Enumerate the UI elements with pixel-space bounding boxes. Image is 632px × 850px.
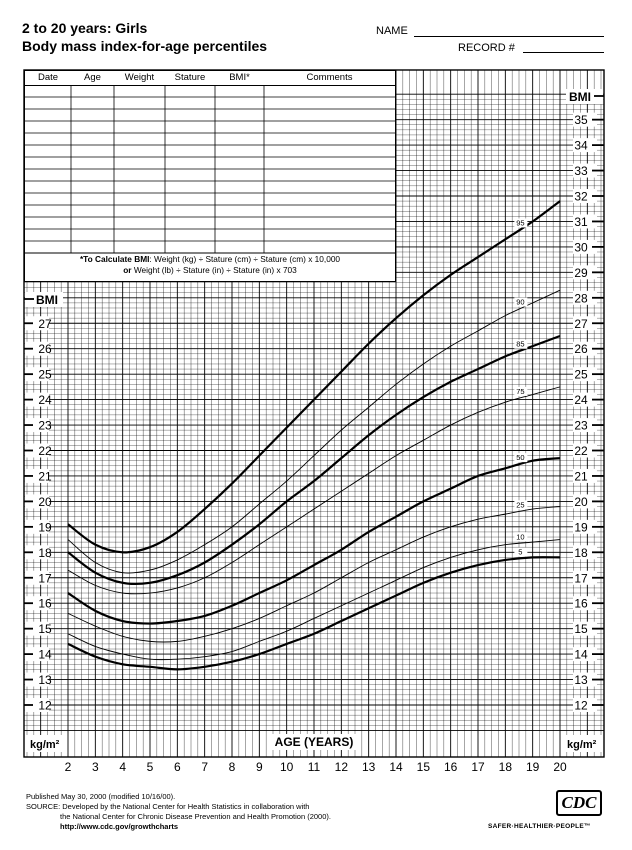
- y-tick-label-left: 24: [38, 393, 52, 408]
- percentile-label-50: 50: [516, 453, 525, 463]
- formula-label: *To Calculate BMI: [79, 254, 150, 264]
- y-tick-label-right: 17: [574, 571, 588, 586]
- y-tick-label-right: 34: [574, 138, 588, 153]
- percentile-label-90: 90: [516, 297, 525, 307]
- y-tick-label-right: 25: [574, 367, 588, 382]
- x-tick-label: 9: [255, 760, 263, 774]
- unit-label-right: kg/m²: [567, 739, 597, 751]
- x-tick-label: 8: [228, 760, 236, 774]
- y-tick-label-left: 16: [38, 596, 52, 611]
- y-tick-label-left: 12: [38, 698, 52, 713]
- y-tick-label-left: 14: [38, 647, 52, 662]
- cdc-tagline: SAFER·HEALTHIER·PEOPLE™: [488, 823, 591, 830]
- x-tick-label: 19: [525, 760, 540, 774]
- percentile-label-85: 85: [516, 339, 525, 349]
- y-tick-label-right: 33: [574, 164, 588, 179]
- column-header: Stature: [174, 72, 206, 83]
- chart-title-line1: 2 to 20 years: Girls: [22, 20, 148, 36]
- x-axis-label: AGE (YEARS): [274, 735, 354, 749]
- y-tick-label-right: 19: [574, 520, 588, 535]
- y-tick-label-right: 18: [574, 545, 588, 560]
- record-table-header: [25, 71, 395, 86]
- y-tick-label-left: 13: [38, 673, 52, 688]
- percentile-label-10: 10: [516, 532, 525, 542]
- x-tick-label: 3: [91, 760, 99, 774]
- y-tick-label-right: 27: [574, 316, 588, 331]
- name-label: NAME: [376, 25, 408, 37]
- record-label: RECORD #: [458, 42, 515, 54]
- footer-notes: [26, 792, 331, 832]
- percentile-label-25: 25: [516, 500, 525, 510]
- x-tick-label: 10: [279, 760, 294, 774]
- y-tick-label-right: 20: [574, 494, 588, 509]
- x-tick-label: 20: [553, 760, 567, 774]
- x-tick-label: 17: [471, 760, 485, 774]
- formula-or: or: [123, 265, 132, 275]
- y-tick-label-left: 27: [38, 316, 52, 331]
- chart-title-line2: Body mass index-for-age percentiles: [22, 38, 268, 54]
- y-tick-label-left: 18: [38, 545, 52, 560]
- source-line-2: the National Center for Chronic Disease Prevention and Health Promotion (2000).: [60, 812, 331, 821]
- column-header: Age: [84, 72, 101, 83]
- x-tick-label: 16: [443, 760, 458, 774]
- publish-date: Published May 30, 2000 (modified 10/16/00).: [26, 792, 176, 801]
- y-tick-label-right: 24: [574, 393, 588, 408]
- column-header: Weight: [124, 72, 155, 83]
- formula-text-alt: Weight (lb) ÷ Stature (in) ÷ Stature (in) x 703: [131, 265, 297, 275]
- y-axis-label-left: BMI: [36, 293, 58, 307]
- y-tick-label-left: 22: [38, 444, 52, 458]
- y-tick-label-right: 29: [574, 265, 588, 280]
- x-tick-label: 4: [119, 760, 127, 774]
- y-tick-label-right: 16: [574, 596, 588, 611]
- column-header: Date: [37, 72, 59, 83]
- percentile-label-95: 95: [516, 218, 525, 228]
- y-tick-label-left: 19: [38, 520, 52, 535]
- y-axis-label-right: BMI: [569, 90, 591, 104]
- y-tick-label-left: 17: [38, 571, 52, 586]
- y-tick-label-right: 15: [574, 622, 588, 637]
- formula-text: : Weight (kg) ÷ Stature (cm) ÷ Stature (cm) x 10,000: [149, 254, 341, 264]
- x-tick-label: 5: [146, 760, 154, 774]
- y-tick-label-left: 21: [38, 469, 52, 484]
- y-tick-label-left: 25: [38, 367, 52, 382]
- x-tick-label: 2: [64, 760, 72, 774]
- column-header: BMI*: [229, 72, 250, 83]
- cdc-logo: CDC: [556, 790, 602, 816]
- source-url[interactable]: http://www.cdc.gov/growthcharts: [60, 822, 179, 831]
- y-tick-label-right: 14: [574, 647, 588, 662]
- record-table: [24, 70, 396, 282]
- y-tick-label-right: 35: [574, 113, 588, 128]
- x-tick-label: 13: [361, 760, 376, 774]
- source-line: SOURCE: Developed by the National Center for Health Statistics in collaboration with: [26, 802, 310, 811]
- y-tick-label-left: 20: [38, 494, 52, 509]
- y-tick-label-right: 21: [574, 469, 588, 484]
- y-tick-label-right: 26: [574, 342, 588, 357]
- x-tick-label: 7: [201, 760, 209, 774]
- y-tick-label-right: 13: [574, 673, 588, 688]
- y-tick-label-right: 31: [574, 214, 588, 229]
- x-tick-label: 6: [173, 760, 181, 774]
- x-tick-label: 14: [389, 760, 403, 774]
- x-tick-label: 12: [334, 760, 349, 774]
- y-tick-label-right: 32: [574, 189, 588, 204]
- y-tick-label-left: 15: [38, 622, 52, 637]
- x-tick-label: 11: [307, 760, 321, 774]
- y-tick-label-right: 28: [574, 291, 588, 306]
- y-tick-label-right: 23: [574, 418, 588, 433]
- record-table-grid[interactable]: [25, 85, 395, 267]
- bmi-formula: [25, 254, 395, 276]
- y-tick-label-right: 12: [574, 698, 588, 713]
- percentile-label-5: 5: [518, 547, 523, 557]
- x-tick-label: 15: [416, 760, 431, 774]
- y-tick-label-left: 26: [38, 342, 52, 357]
- percentile-label-75: 75: [516, 386, 525, 396]
- y-tick-label-right: 30: [574, 240, 588, 255]
- y-tick-label-right: 22: [574, 444, 588, 458]
- unit-label-left: kg/m²: [30, 739, 60, 751]
- column-header: Comments: [306, 72, 353, 83]
- x-tick-label: 18: [498, 760, 513, 774]
- y-tick-label-left: 23: [38, 418, 52, 433]
